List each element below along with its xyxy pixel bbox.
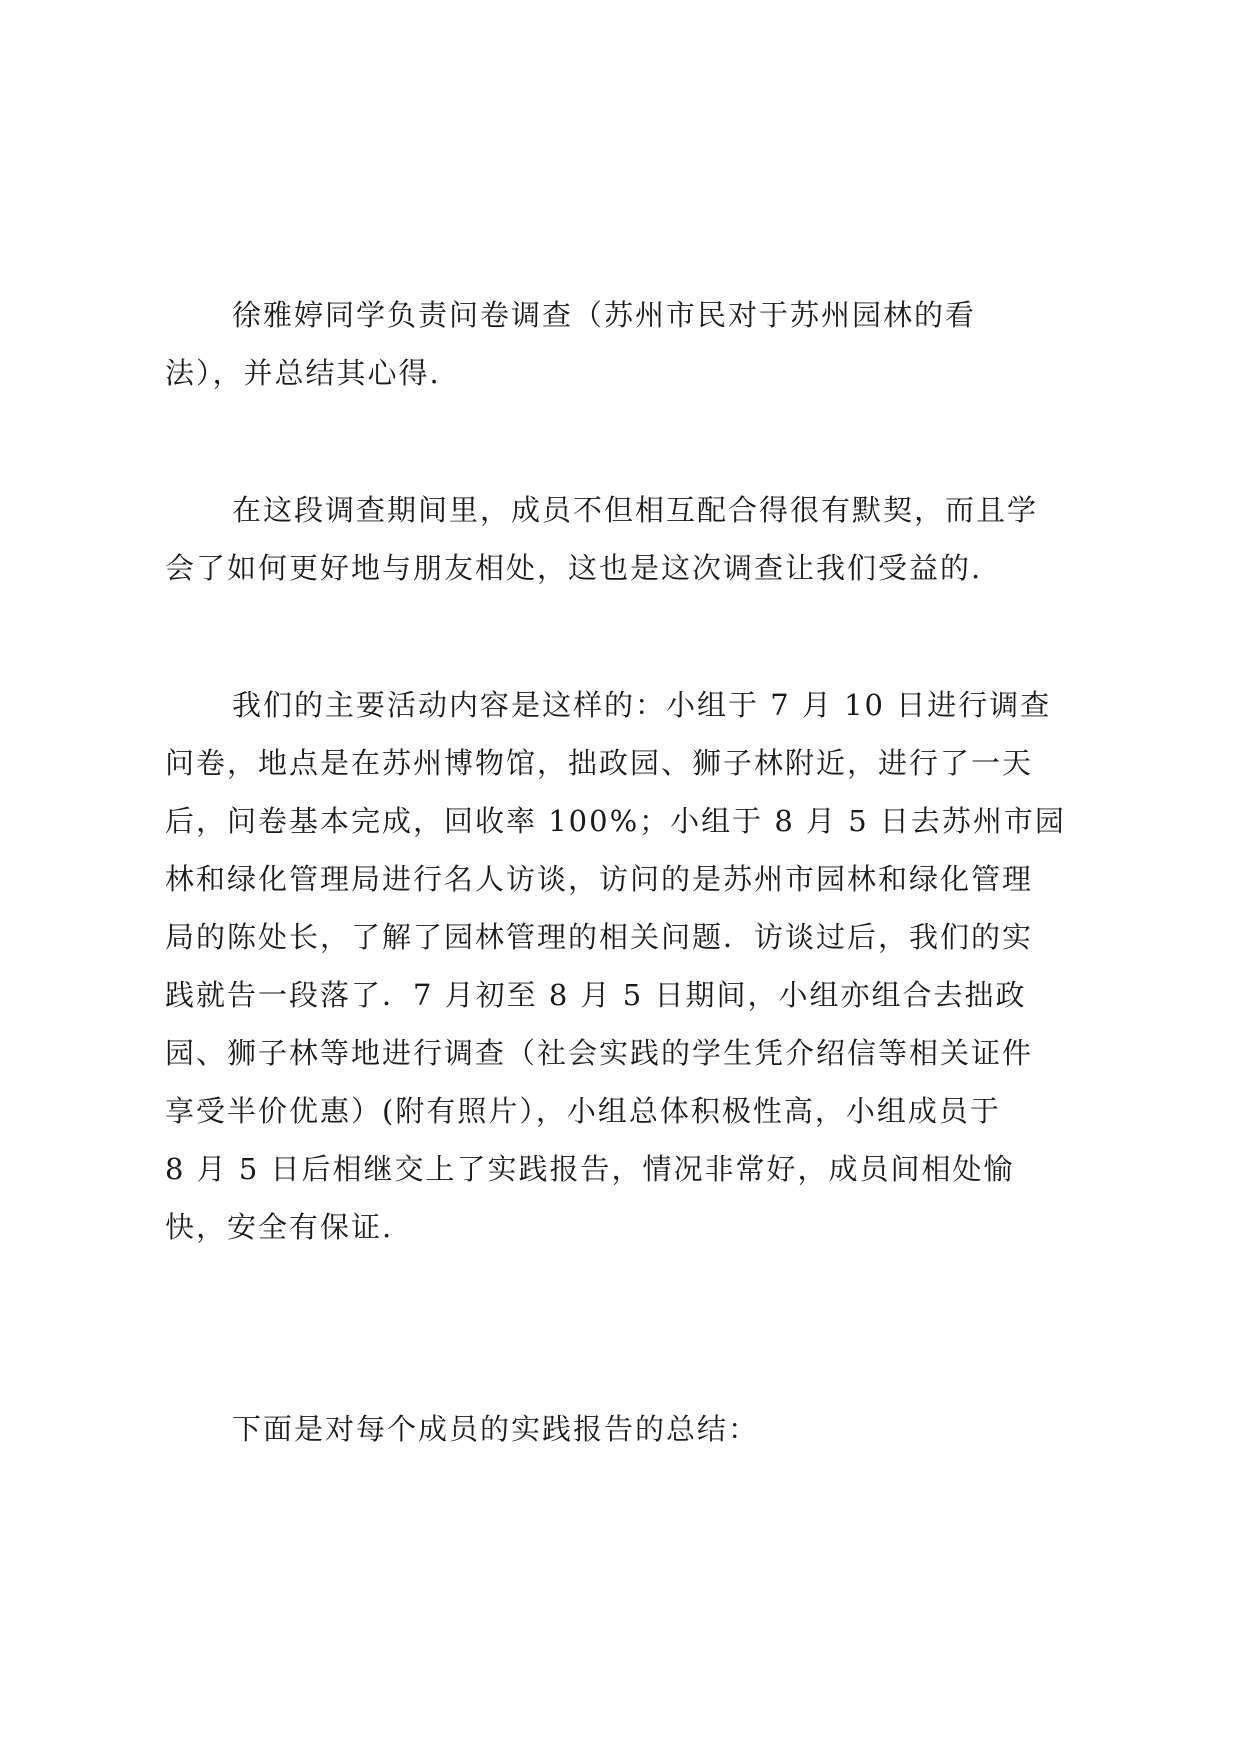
paragraph-teamwork-reflection [165, 481, 1095, 597]
text-line: 下面是对每个成员的实践报告的总结： [232, 1412, 760, 1446]
text-line: 林和绿化管理局进行名人访谈，访问的是苏州市园林和绿化管理 [165, 862, 1034, 896]
text-line: 后，问卷基本完成，回收率 100%；小组于 8 月 5 日去苏州市园 [165, 804, 1066, 838]
text-line: 我们的主要活动内容是这样的：小组于 7 月 10 日进行调查 [232, 688, 1052, 722]
paragraph-activity-summary [165, 676, 1095, 1256]
text-line: 徐雅婷同学负责问卷调查（苏州市民对于苏州园林的看 [232, 298, 977, 332]
text-line: 局的陈处长，了解了园林管理的相关问题．访谈过后，我们的实 [165, 920, 1034, 954]
text-line: 快，安全有保证. [165, 1210, 394, 1244]
text-line: 践就告一段落了．7 月初至 8 月 5 日期间，小组亦组合去拙政 [165, 978, 1027, 1012]
paragraph-member-report-intro [165, 1400, 1095, 1458]
text-line: 会了如何更好地与朋友相处，这也是这次调查让我们受益的. [165, 551, 983, 585]
text-line: 问卷，地点是在苏州博物馆，拙政园、狮子林附近，进行了一天 [165, 746, 1034, 780]
text-line: 法），并总结其心得. [165, 356, 441, 390]
paragraph-questionnaire-assignment [165, 286, 1095, 402]
text-line: 在这段调查期间里，成员不但相互配合得很有默契，而且学 [232, 493, 1039, 527]
text-line: 享受半价优惠）(附有照片），小组总体积极性高，小组成员于 [165, 1094, 1001, 1128]
text-line: 园、狮子林等地进行调查（社会实践的学生凭介绍信等相关证件 [165, 1036, 1034, 1070]
text-line: 8 月 5 日后相继交上了实践报告，情况非常好，成员间相处愉 [165, 1152, 1015, 1186]
